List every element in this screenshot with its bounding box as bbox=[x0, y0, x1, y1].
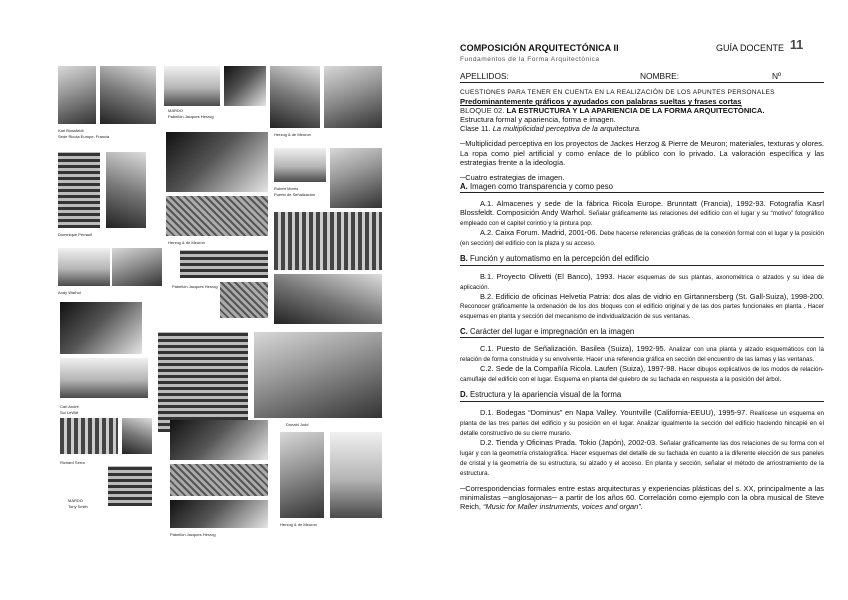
intro-heading: CUESTIONES PARA TENER EN CUENTA EN LA REALIZACIÓN DE LOS APUNTES PERSONALES bbox=[460, 89, 775, 96]
intro-subheading: Predominantemente gráficos y ayudados con palabras sueltas y frases cortas bbox=[460, 97, 742, 107]
page-number: 11 bbox=[790, 38, 804, 52]
photo-collage bbox=[48, 40, 398, 550]
course-subtitle: Fundamentos de la Forma Arquitectónica bbox=[460, 56, 600, 63]
strategies-intro: ─Cuatro estrategias de imagen. bbox=[460, 172, 565, 182]
section-item: A.2. Caixa Forum. Madrid, 2001-06. Debe hacerse referencias gráficas de la conexión formal con el lugar y la posición (en sección) del edificio con la plaza y su acceso. bbox=[460, 228, 825, 248]
collage-caption: Herzog & de Meuron bbox=[280, 522, 317, 527]
collage-photo bbox=[220, 282, 268, 318]
collage-caption: Sede Ricola Europe. Francia bbox=[58, 134, 110, 139]
block-title: LA ESTRUCTURA Y LA APARIENCIA DE LA FORMA ARQUITECTÓNICA. bbox=[506, 106, 765, 116]
section-item: C.2. Sede de la Compañía Ricola. Laufen (Suiza), 1997-98. Hacer dibujos explicativos de los modos de relación-camuflaje del edificio con el lugar. Esquema en planta del quiebro de su fachada en respuesta a la posición del árbol. bbox=[460, 364, 824, 384]
section-item: B.2. Edificio de oficinas Helvetia Patria: dos alas de vidrio en Girtannersberg (St. Gall-Suiza), 1998-200. Reconocer gráficamente la ordenación de los dos bloques con el edificio original y de las dos partes funcionales en planta . Hacer esquemas en planta y sección del mecanismo de individualización de sus ventanas. bbox=[460, 291, 824, 320]
collage-caption: Sol LeWitt bbox=[60, 410, 79, 415]
collage-photo bbox=[58, 152, 100, 228]
collage-photo bbox=[274, 274, 382, 324]
collage-caption: Karl Blossfeldt bbox=[58, 128, 84, 133]
collage-photo bbox=[274, 212, 382, 270]
collage-caption: Herzog & de Meuron bbox=[168, 240, 205, 245]
student-form-line bbox=[460, 71, 824, 83]
collage-photo bbox=[112, 248, 162, 286]
collage-caption: Pabellón Jacques Herzog bbox=[168, 114, 214, 119]
collage-photo bbox=[170, 420, 268, 460]
collage-photo bbox=[100, 66, 156, 124]
collage-caption: Dominique Perrault bbox=[58, 232, 93, 237]
section-heading-b: B. Función y automatismo en la percepción del edificio bbox=[460, 254, 824, 265]
collage-caption: MARDO bbox=[168, 108, 183, 113]
collage-photo bbox=[224, 66, 266, 106]
collage-photo bbox=[166, 196, 268, 236]
collage-photo bbox=[170, 500, 268, 528]
collage-photo bbox=[254, 332, 382, 418]
section-heading-a: A. Imagen como transparencia y como peso bbox=[460, 182, 824, 193]
course-title: COMPOSICIÓN ARQUITECTÓNICA II bbox=[460, 43, 619, 53]
collage-photo bbox=[330, 432, 382, 518]
guide-label: GUÍA DOCENTE bbox=[716, 43, 785, 53]
section-item: D.2. Tienda y Oficinas Prada. Tokio (Japón), 2002-03. Señalar gráficamente las dos relaciones de su forma con el lugar y con la geometría cristalográfica. Hacer esquemas del detalle de su fachada en cuanto a la diferente elección de sus paneles de cristal y la geometría de su estructura, su alzado y el acceso. En planta y sección, señalar el método de arriostramiento de la estructura. bbox=[460, 437, 824, 478]
collage-photo bbox=[324, 66, 382, 128]
collage-photo bbox=[108, 466, 152, 506]
collage-photo bbox=[158, 332, 248, 432]
section-item: A.1. Almacenes y sede de la fábrica Ricola Europe. Brunntatt (Francia), 1992-93. Fotografía Kasrl Blossfeldt. Composición Andy Warhol. Señalar gráficamente las relaciones del edificio con el lugar y su “motivo” fotográfico empleado con el capitel corintio y la pintura pop. bbox=[460, 198, 824, 228]
collage-caption: MARDO bbox=[68, 498, 83, 503]
paragraph-herzog: ─Multiplicidad perceptiva en los proyectos de Jackes Herzog & Pierre de Meuron; materiales, texturas y olores. La ropa como piel artificial y como enlace de lo público con lo privado. La valoración específica y las estrategias frente a la ideología. bbox=[460, 139, 824, 167]
collage-photo bbox=[180, 250, 268, 278]
music-work-title: “Music for Maller instruments, voices and organ”. bbox=[483, 502, 643, 512]
collage-photo bbox=[280, 432, 324, 518]
collage-photo bbox=[164, 66, 220, 106]
collage-caption: Robert Morris bbox=[274, 186, 299, 191]
collage-caption: Puerto de Señalización bbox=[274, 192, 316, 197]
collage-caption: Richard Serra bbox=[60, 460, 85, 465]
section-item: C.1. Puesto de Señalización. Basilea (Suiza), 1992-95. Analizar con una planta y alzado esquemáticos con la relación de forma construida y su envolvente. Hacer una referencia gráfica en sección del encuentro de las lamas y las ventanas. bbox=[460, 344, 824, 364]
collage-caption: Carl André bbox=[60, 404, 79, 409]
topic-line: Estructura formal y apariencia, forma e imagen. bbox=[460, 115, 616, 125]
section-heading-c: C. Carácter del lugar e impregnación en la imagen bbox=[460, 327, 824, 338]
block-label: BLOQUE 02. bbox=[460, 106, 505, 116]
number-label: Nº bbox=[772, 71, 782, 81]
name-label: NOMBRE: bbox=[640, 71, 680, 81]
collage-caption: Andy Warhol bbox=[58, 290, 81, 295]
collage-photo bbox=[60, 418, 118, 454]
collage-photo bbox=[170, 464, 268, 496]
collage-photo bbox=[106, 152, 146, 228]
collage-caption: Pabellón Jacques Herzog bbox=[172, 284, 218, 289]
collage-caption: Herzog & de Meuron bbox=[274, 132, 311, 137]
collage-photo bbox=[166, 132, 268, 192]
collage-photo bbox=[274, 148, 326, 182]
collage-photo bbox=[60, 358, 148, 398]
section-heading-d: D. Estructura y la apariencia visual de la forma bbox=[460, 390, 824, 401]
section-item: D.1. Bodegas “Dominus” en Napa Valley. Yountville (California-EEUU), 1995-97. Realícese un esquema en planta de las tres partes del edificio y su posición en el lugar. Analizar igualmente la sección del edificio haciendo hincapié en el detalle constructivo de su cierre murario. bbox=[460, 407, 824, 437]
collage-caption: Tony Smith bbox=[68, 504, 88, 509]
collage-photo bbox=[58, 248, 110, 286]
section-item: B.1. Proyecto Olivetti (El Banco), 1993. Hacer esquemas de sus plantas, axonométrica o alzados y su idea de aplicación. bbox=[460, 271, 824, 291]
class-title: La multiplicidad perceptiva de la arquitectura. bbox=[492, 124, 642, 134]
collage-photo bbox=[270, 66, 320, 128]
surname-label: APELLIDOS: bbox=[460, 71, 509, 81]
collage-photo bbox=[122, 418, 152, 454]
closing-paragraph: ─Correspondencias formales entre estas arquitecturas y experiencias plásticas del s. XX, principalmente a las minimalistas ─anglosajonas─ a partir de los años 60. Correlación como ejemplo con la obra musical de Steve Reich, “Music for Maller instruments, voices and organ”. bbox=[460, 484, 824, 512]
class-label: Clase 11. bbox=[460, 124, 491, 134]
collage-photo bbox=[60, 302, 142, 354]
collage-photo bbox=[330, 148, 382, 208]
collage-photo bbox=[58, 66, 96, 124]
collage-caption: Pabellón Jacques Herzog bbox=[170, 532, 216, 537]
collage-caption: Donald Judd bbox=[286, 422, 309, 427]
document-body bbox=[460, 88, 824, 511]
